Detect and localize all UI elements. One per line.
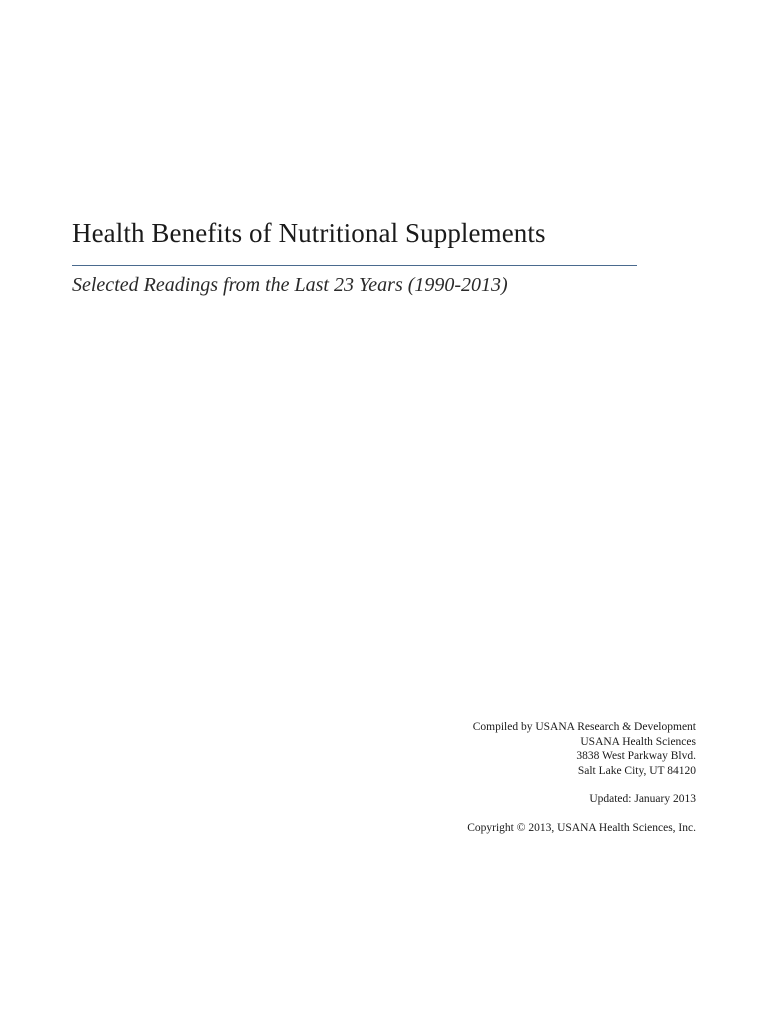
updated-date: Updated: January 2013 — [589, 793, 696, 805]
company-name: USANA Health Sciences — [580, 735, 696, 748]
page-title: Health Benefits of Nutritional Supplements — [72, 218, 546, 248]
spacer — [376, 778, 696, 792]
city-address: Salt Lake City, UT 84120 — [577, 764, 696, 777]
title-divider — [72, 265, 637, 266]
credits-block — [376, 720, 696, 835]
page-subtitle: Selected Readings from the Last 23 Years (1990-2013) — [72, 274, 508, 296]
copyright-text: Copyright © 2013, USANA Health Sciences, Inc. — [467, 821, 696, 834]
street-address: 3838 West Parkway Blvd. — [576, 750, 696, 762]
compiled-by-text: Compiled by USANA Research & Development — [472, 721, 696, 733]
spacer — [376, 807, 696, 821]
